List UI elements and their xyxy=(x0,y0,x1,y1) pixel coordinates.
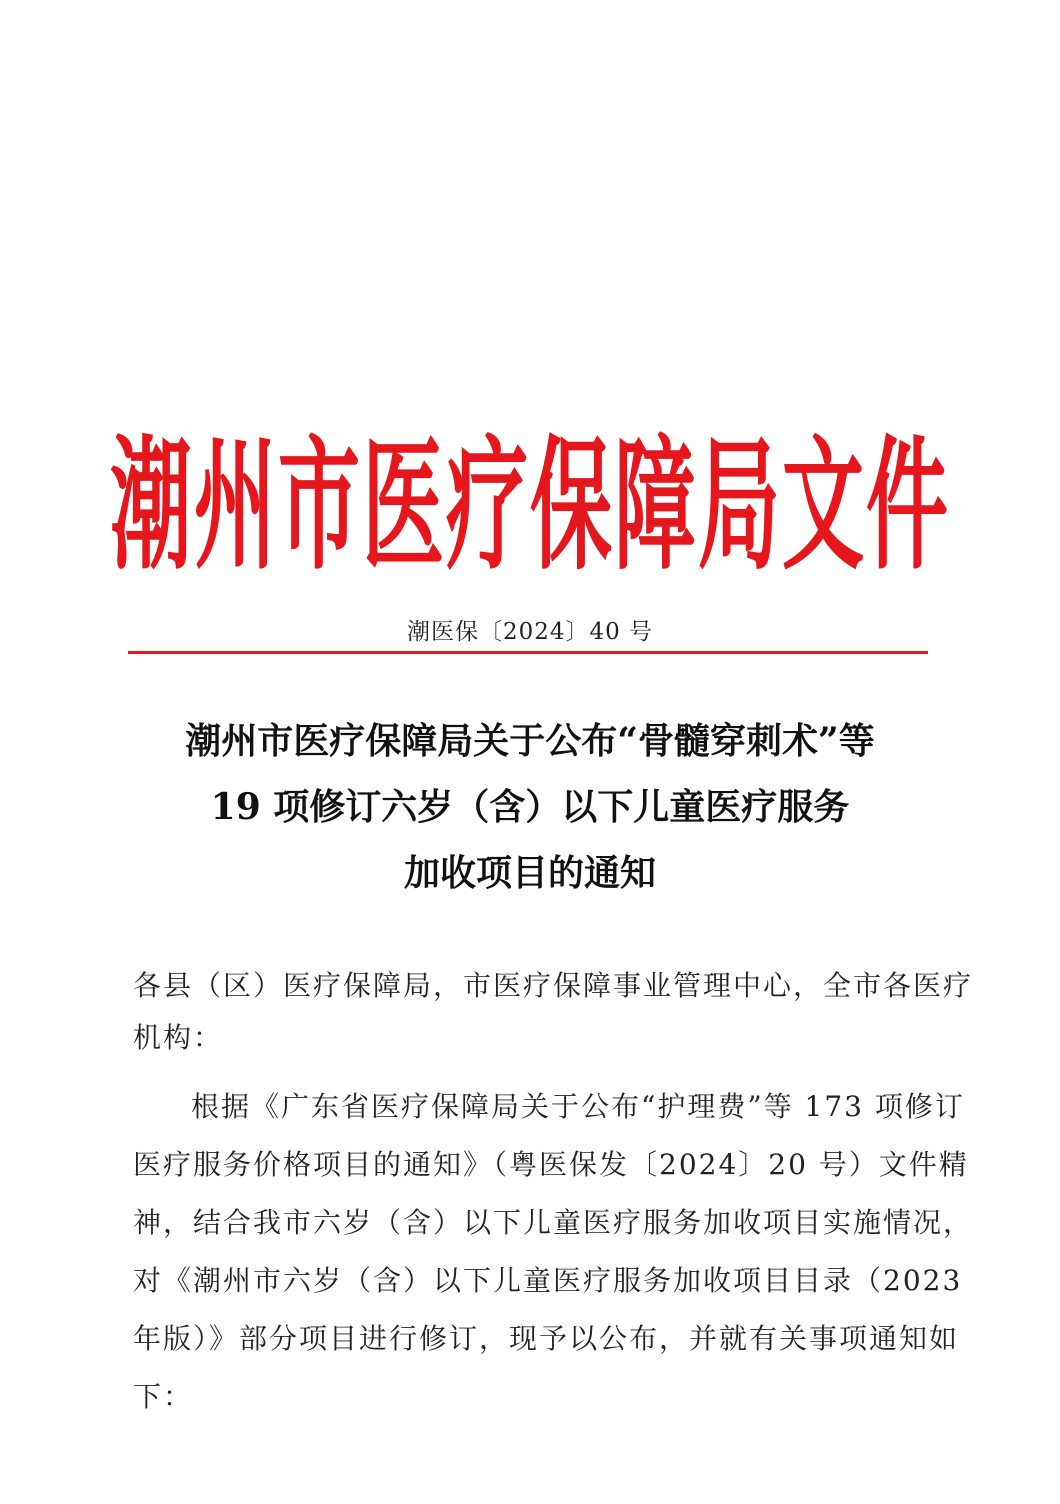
paragraph-line: 下： xyxy=(133,1380,194,1413)
paragraph-line: 根据《广东省医疗保障局关于公布“护理费”等 173 项修订 xyxy=(191,1090,965,1123)
masthead-title: 潮州市医疗保障局文件 xyxy=(109,424,950,591)
paragraph-line: 对《潮州市六岁（含）以下儿童医疗服务加收项目目录（2023 xyxy=(133,1264,963,1297)
addressee-line: 各县（区）医疗保障局，市医疗保障事业管理中心，全市各医疗 xyxy=(133,969,974,1002)
title-line: 潮州市医疗保障局关于公布“骨髓穿刺术”等 xyxy=(185,720,875,762)
paragraph-line: 神，结合我市六岁（含）以下儿童医疗服务加收项目实施情况， xyxy=(133,1206,974,1239)
body-paragraph xyxy=(133,1078,974,1426)
paragraph-line: 医疗服务价格项目的通知》（粤医保发〔2024〕20 号）文件精 xyxy=(133,1148,969,1181)
addressee-line: 机构： xyxy=(133,1021,224,1054)
title-line: 19 项修订六岁（含）以下儿童医疗服务 xyxy=(210,786,850,828)
red-divider-line xyxy=(128,651,928,654)
addressee-block xyxy=(133,960,974,1064)
notice-title xyxy=(100,708,960,906)
title-line: 加收项目的通知 xyxy=(403,852,656,894)
paragraph-line: 年版）》部分项目进行修订，现予以公布，并就有关事项通知如 xyxy=(133,1322,960,1355)
document-number: 潮医保〔2024〕40 号 xyxy=(406,619,654,645)
